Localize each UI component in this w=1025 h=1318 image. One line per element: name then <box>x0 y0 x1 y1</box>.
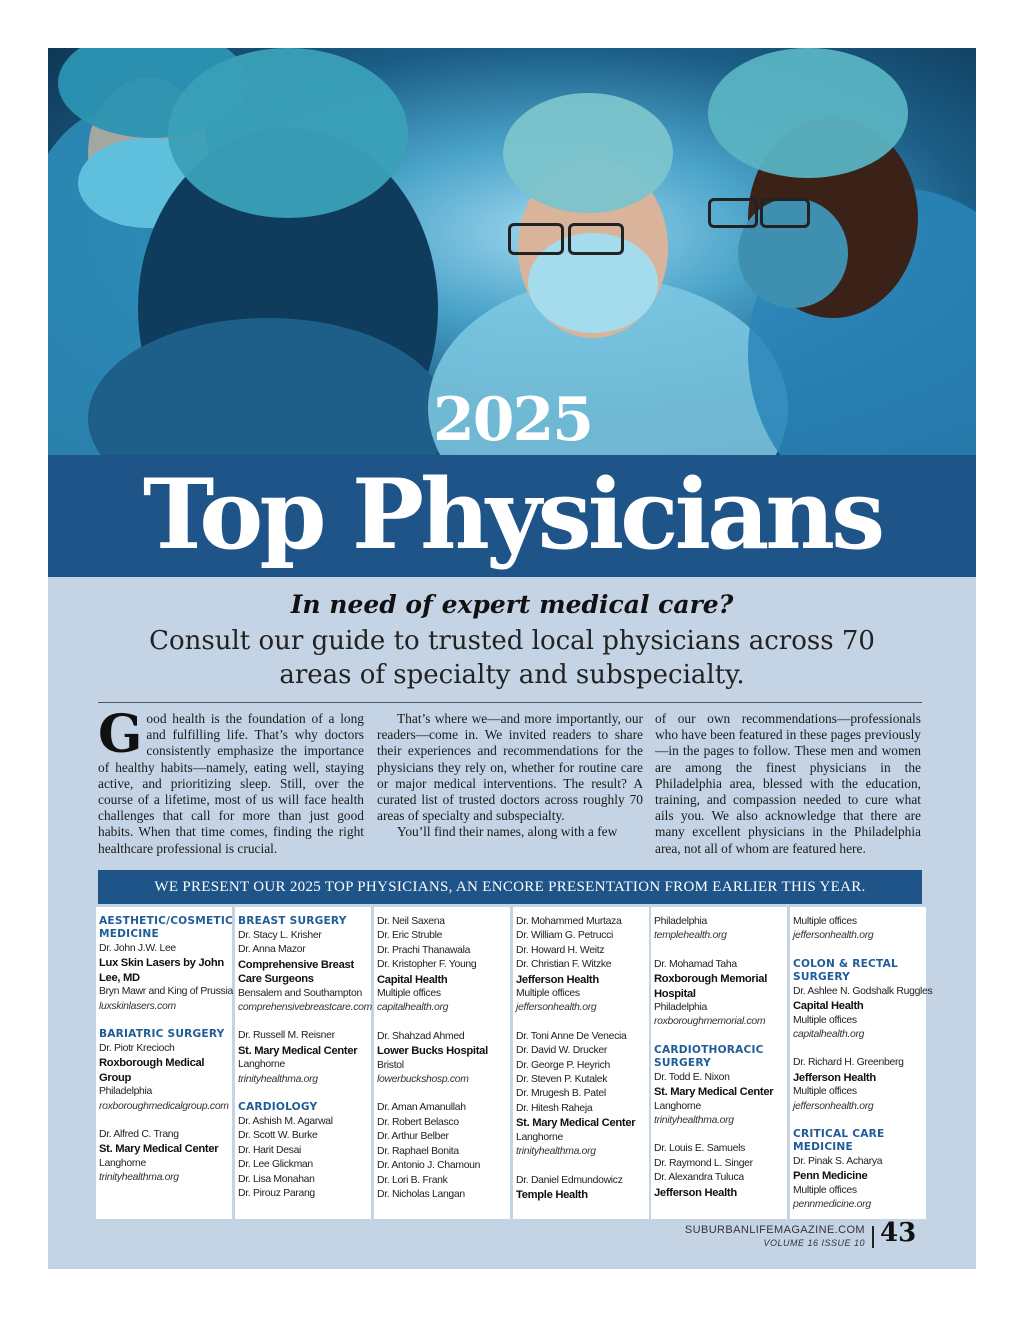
subheadline: In need of expert medical care? <box>290 590 734 619</box>
practice-location: Bryn Mawr and King of Prussia <box>99 986 233 998</box>
doctor-name: Dr. Antonio J. Chamoun <box>377 1160 481 1172</box>
practice-location: Philadelphia <box>654 1002 708 1014</box>
doctor-name: Dr. Eric Struble <box>377 930 443 942</box>
physician-entry <box>793 1056 926 1114</box>
doctor-name: Dr. Robert Belasco <box>377 1116 459 1128</box>
practice-location: Philadelphia <box>99 1086 153 1098</box>
physician-column-4 <box>513 907 649 1219</box>
physician-entry <box>654 1044 787 1129</box>
intro-column-2 <box>377 711 643 841</box>
doctor-name: Dr. Ashlee N. Godshalk Ruggles <box>793 985 933 997</box>
doctor-name: Dr. Toni Anne De Venecia <box>516 1030 627 1042</box>
practice-name: Jefferson Health <box>654 1186 737 1199</box>
practice-name: St. Mary Medical Center <box>654 1086 774 1099</box>
physician-column-3 <box>374 907 510 1219</box>
practice-website: capitalhealth.org <box>793 1029 865 1041</box>
doctor-name: Dr. William G. Petrucci <box>516 930 614 942</box>
practice-location: Bristol <box>377 1059 404 1071</box>
doctor-name: Dr. George P. Heyrich <box>516 1059 610 1071</box>
practice-website: roxboroughmedicalgroup.com <box>99 1100 229 1112</box>
practice-location: Multiple offices <box>377 988 441 1000</box>
magazine-website: SUBURBANLIFEMAGAZINE.COM <box>684 1224 865 1236</box>
practice-name: Capital Health <box>377 973 448 986</box>
practice-location: Langhorne <box>99 1157 146 1169</box>
doctor-name: Dr. Lori B. Frank <box>377 1174 448 1186</box>
specialty-heading: COLON & RECTAL SURGERY <box>793 957 898 983</box>
doctor-name: Dr. Alfred C. Trang <box>99 1129 179 1141</box>
practice-name: Lux Skin Lasers by John Lee, MD <box>99 957 224 984</box>
intro-text-2a: That’s where we—and more importantly, our readers—come in. We invited readers to share their experiences and recommendations for the physicians they rely on, whether for routine care or major medical interventions. The result? A curated list of trusted doctors across roughly 70 areas of specialty and subspecialty. <box>377 711 643 824</box>
doctor-name: Dr. Raphael Bonita <box>377 1145 459 1157</box>
doctor-name: Dr. Stacy L. Krisher <box>238 930 322 941</box>
doctor-name: Dr. Arthur Belber <box>377 1131 449 1143</box>
doctor-name: Dr. Raymond L. Singer <box>654 1157 753 1169</box>
practice-website: pennmedicine.org <box>793 1199 871 1211</box>
page-number: 43 <box>880 1218 917 1248</box>
practice-name: Penn Medicine <box>793 1170 868 1183</box>
doctor-name: Dr. Mohammed Murtaza <box>516 916 622 927</box>
practice-website: trinityhealthma.org <box>654 1115 734 1127</box>
practice-location: Langhorne <box>654 1100 701 1112</box>
physician-entry <box>793 1128 926 1213</box>
doctor-name: Dr. Alexandra Tuluca <box>654 1172 744 1184</box>
practice-website: trinityhealthma.org <box>238 1073 318 1085</box>
doctor-name: Dr. Pirouz Parang <box>238 1188 315 1200</box>
practice-name: Capital Health <box>793 1000 864 1013</box>
specialty-heading: BREAST SURGERY <box>238 915 347 927</box>
doctor-name: Dr. Ashish M. Agarwal <box>238 1116 333 1128</box>
doctor-name: Dr. Daniel Edmundowicz <box>516 1174 623 1186</box>
practice-name: Comprehensive Breast Care Surgeons <box>238 958 354 986</box>
physician-entry <box>793 915 926 944</box>
practice-name: Temple Health <box>516 1188 588 1201</box>
presentation-banner: WE PRESENT OUR 2025 TOP PHYSICIANS, AN ENCORE PRESENTATION FROM EARLIER THIS YEAR. <box>98 870 922 904</box>
practice-location: Multiple offices <box>793 1086 857 1098</box>
doctor-name: Dr. Nicholas Langan <box>377 1188 465 1200</box>
practice-name: Jefferson Health <box>516 973 599 986</box>
practice-location: Multiple offices <box>516 988 580 1000</box>
doctor-name: Dr. Richard H. Greenberg <box>793 1057 904 1069</box>
physician-column-1 <box>96 907 232 1219</box>
physician-entry <box>516 1030 649 1160</box>
intro-column-3 <box>655 711 921 857</box>
physician-column-6 <box>790 907 933 1219</box>
issue-year: 2025 <box>433 385 592 455</box>
practice-location: Multiple offices <box>793 916 857 927</box>
physician-entry <box>238 1101 371 1201</box>
practice-name: Roxborough Memorial Hospital <box>654 973 768 1000</box>
intro-text-2b: You’ll find their names, along with a few <box>397 824 618 840</box>
divider-rule <box>98 702 922 703</box>
practice-location: Philadelphia <box>654 916 708 927</box>
doctor-name: Dr. Todd E. Nixon <box>654 1071 730 1083</box>
practice-name: St. Mary Medical Center <box>238 1044 358 1057</box>
practice-website: capitalhealth.org <box>377 1002 449 1014</box>
doctor-name: Dr. Neil Saxena <box>377 916 445 927</box>
deck-text: Consult our guide to trusted local physicians across 70 areas of specialty and subspecialty. <box>149 626 875 690</box>
doctor-name: Dr. Prachi Thanawala <box>377 944 471 956</box>
physician-column-5 <box>651 907 787 1219</box>
doctor-name: Dr. Lee Glickman <box>238 1159 313 1171</box>
doctor-name: Dr. Steven P. Kutalek <box>516 1074 608 1086</box>
doctor-name: Dr. Hitesh Raheja <box>516 1102 593 1114</box>
physician-column-2 <box>235 907 371 1219</box>
issue-info: VOLUME 16 ISSUE 10 <box>763 1238 865 1248</box>
specialty-heading: CRITICAL CARE MEDICINE <box>793 1128 885 1154</box>
practice-website: jeffersonhealth.org <box>516 1002 597 1014</box>
doctor-name: Dr. Mrugesh B. Patel <box>516 1088 606 1100</box>
practice-website: luxskinlasers.com <box>99 1000 176 1012</box>
specialty-heading: CARDIOLOGY <box>238 1101 318 1114</box>
intro-text-3: of our own recommendations—professionals who have been featured in these pages previously—in the pages to follow. These men and women are among the finest physicians in the Philadelphia area, blessed with the education, training, and compassion needed to cure what ails you. We also acknowledge that there are many excellent physicians in the Philadelphia area, not all of whom are featured here. <box>655 711 921 856</box>
practice-location: Multiple offices <box>793 1184 857 1196</box>
doctor-name: Dr. Louis E. Samuels <box>654 1143 746 1155</box>
doctor-name: Dr. Russell M. Reisner <box>238 1030 335 1042</box>
doctor-name: Dr. Piotr Krecioch <box>99 1043 175 1055</box>
physician-entry <box>377 1101 510 1202</box>
practice-website: jeffersonhealth.org <box>793 930 874 942</box>
doctor-name: Dr. David W. Drucker <box>516 1045 607 1057</box>
specialty-heading: BARIATRIC SURGERY <box>99 1028 225 1041</box>
intro-column-1 <box>98 704 364 857</box>
practice-location: Bensalem and Southampton <box>238 987 362 999</box>
practice-website: trinityhealthma.org <box>516 1146 596 1158</box>
practice-website: lowerbuckshosp.com <box>377 1074 469 1086</box>
practice-website: templehealth.org <box>654 930 727 942</box>
doctor-name: Dr. Christian F. Witzke <box>516 959 612 971</box>
physician-entry <box>99 1128 232 1186</box>
doctor-name: Dr. Shahzad Ahmed <box>377 1030 465 1042</box>
physician-entry <box>654 1142 787 1200</box>
practice-name: Roxborough Medical Group <box>99 1057 205 1084</box>
physician-entry <box>99 1028 232 1114</box>
doctor-name: Dr. Anna Mazor <box>238 944 306 956</box>
doctor-name: Dr. Kristopher F. Young <box>377 959 477 971</box>
physician-entry <box>654 958 787 1030</box>
practice-location: Multiple offices <box>793 1014 857 1026</box>
physician-entry <box>99 915 232 1014</box>
physician-entry <box>516 915 649 1016</box>
doctor-name: Dr. Howard H. Weitz <box>516 944 605 956</box>
physician-entry <box>238 1029 371 1087</box>
physician-entry <box>516 1174 649 1203</box>
practice-location: Langhorne <box>238 1059 285 1071</box>
physician-entry <box>377 1030 510 1088</box>
doctor-name: Dr. Mohamad Taha <box>654 958 737 970</box>
practice-website: trinityhealthma.org <box>99 1172 179 1184</box>
specialty-heading: AESTHETIC/COSMETIC MEDICINE <box>99 915 233 940</box>
practice-location: Langhorne <box>516 1131 563 1143</box>
practice-name: St. Mary Medical Center <box>99 1143 219 1156</box>
practice-website: comprehensivebreastcare.com <box>238 1002 372 1014</box>
physician-entry <box>238 915 371 1015</box>
practice-website: jeffersonhealth.org <box>793 1100 874 1112</box>
intro-text-1: ood health is the foundation of a long and fulfilling life. That’s why doctors consistently emphasize the importance of healthy habits—namely, eating well, staying active, and prioritizing sleep. Still, over the course of a lifetime, most of us will face health challenges that call for more than just good habits. When that time comes, finding the right healthcare professional is crucial. <box>98 711 364 856</box>
doctor-name: Dr. Harit Desai <box>238 1144 302 1156</box>
practice-website: roxboroughmemorial.com <box>654 1016 766 1028</box>
doctor-name: Dr. Aman Amanullah <box>377 1102 466 1114</box>
feature-title: Top Physicians <box>142 458 882 571</box>
specialty-heading: CARDIOTHORACIC SURGERY <box>654 1043 764 1069</box>
physician-entry <box>654 915 787 944</box>
doctor-name: Dr. Lisa Monahan <box>238 1173 315 1185</box>
practice-name: Lower Bucks Hospital <box>377 1045 488 1058</box>
physician-entry <box>377 915 510 1016</box>
physician-entry <box>793 957 933 1043</box>
doctor-name: Dr. Pinak S. Acharya <box>793 1156 883 1168</box>
footer-divider <box>872 1226 874 1248</box>
practice-name: Jefferson Health <box>793 1071 876 1084</box>
practice-name: St. Mary Medical Center <box>516 1117 636 1130</box>
doctor-name: Dr. John J.W. Lee <box>99 943 176 954</box>
doctor-name: Dr. Scott W. Burke <box>238 1130 318 1142</box>
dropcap: G <box>98 704 143 765</box>
